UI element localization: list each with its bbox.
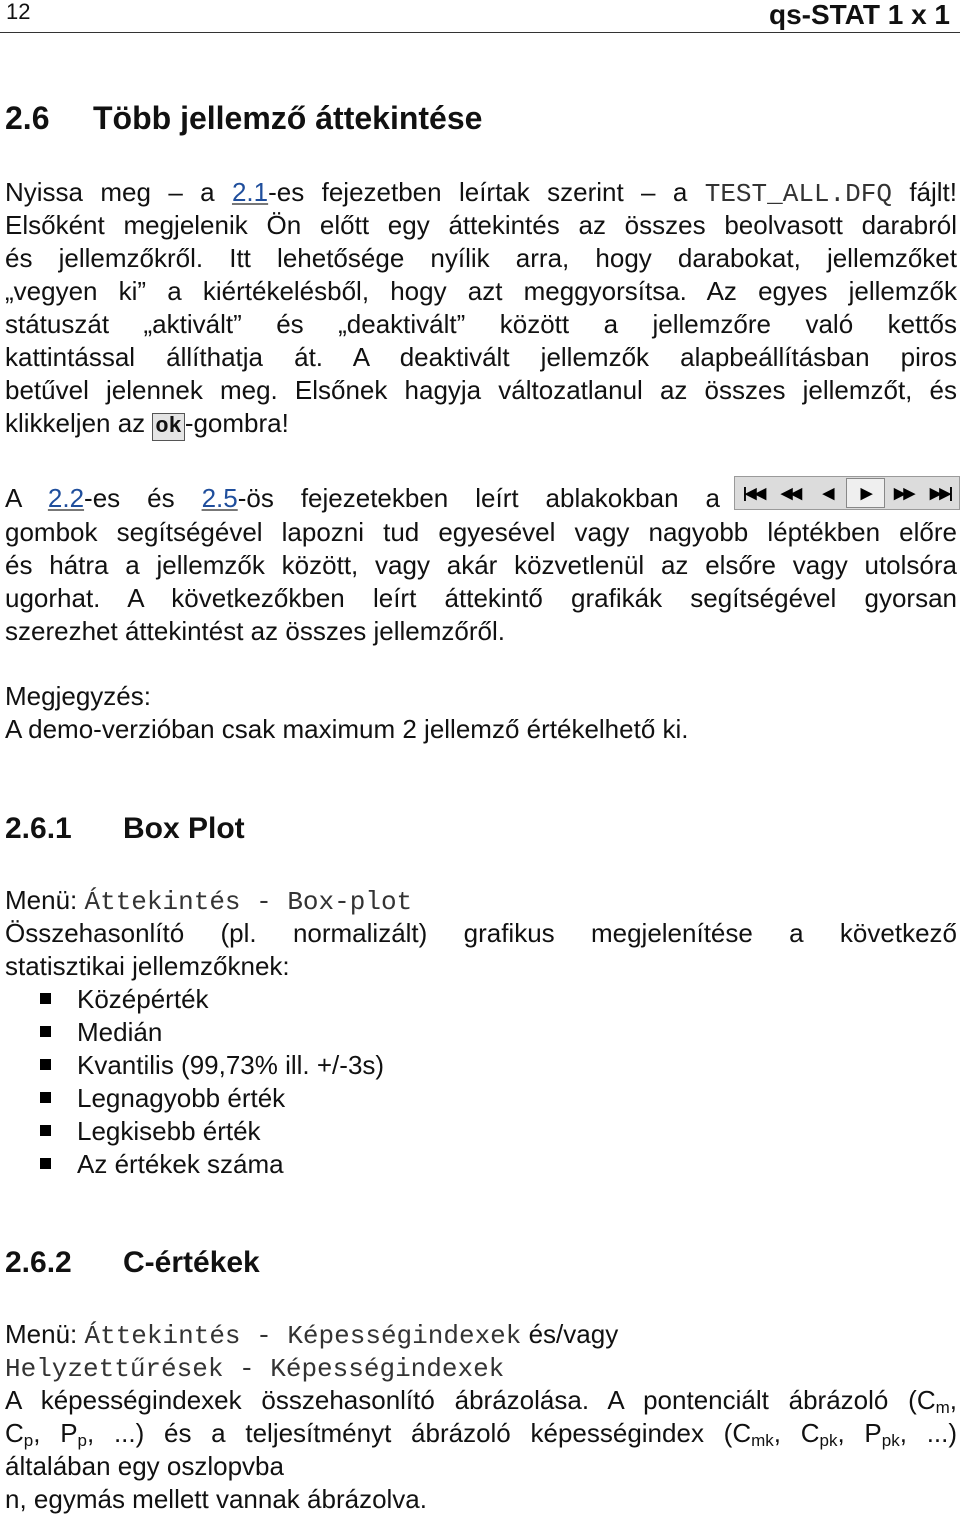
fast-forward-icon[interactable]: ▶▶ [893, 485, 914, 502]
section-heading-2-6 [5, 100, 482, 137]
paragraph-line: és jellemzőkről. Itt lehetősége nyílik arra, hogy darabokat, jellemzőket [5, 243, 957, 273]
fast-back-icon[interactable]: ◀◀ [780, 485, 801, 502]
subscript: p [23, 1431, 34, 1450]
paragraph-line: kattintással állíthatja át. A deaktivált jellemzők alapbeállításban piros [5, 342, 957, 372]
text: , [949, 1385, 957, 1415]
paragraph-line: „vegyen ki” a kiértékelésből, hogy azt meggyorsítsa. Az egyes jellemzők [5, 276, 957, 306]
page-header [0, 0, 960, 34]
section-title: C-értékek [123, 1246, 260, 1279]
menu-path-line [5, 1351, 957, 1386]
text: , P [837, 1418, 882, 1448]
menu-label: Menü: [5, 885, 85, 915]
list-item-text: Legnagyobb érték [77, 1083, 286, 1113]
file-name: TEST_ALL.DFQ [704, 179, 892, 209]
list-item-text: Kvantilis (99,73% ill. +/-3s) [77, 1050, 385, 1080]
paragraph-line: betűvel jelennek meg. Elsőnek hagyja változatlanul az összes jellemzőt, és [5, 375, 957, 405]
text: -gombra! [184, 408, 289, 438]
list-item-text: Legkisebb érték [77, 1116, 261, 1146]
section-heading-2-6-1 [5, 812, 245, 846]
text: , ...) [899, 1418, 958, 1448]
section-number: 2.6.1 [5, 812, 72, 845]
section-number: 2.6 [5, 100, 50, 136]
navigation-toolbar [734, 476, 960, 510]
bullet-square-icon [40, 1125, 51, 1136]
text: A [5, 483, 48, 513]
menu-path: Áttekintés - Box-plot [84, 887, 413, 917]
list-item-text: Középérték [77, 984, 209, 1014]
text: , P [33, 1418, 78, 1448]
paragraph-line: és hátra a jellemzők között, vagy akár közvetlenül az elsőre vagy utolsóra [5, 550, 957, 580]
list-item-text: Az értékek száma [77, 1149, 284, 1179]
text: klikkeljen az [5, 408, 153, 438]
bullet-square-icon [40, 1026, 51, 1037]
text: -es és [84, 483, 202, 513]
chapter-link-2-1[interactable]: 2.1 [231, 177, 269, 207]
bullet-square-icon [40, 1092, 51, 1103]
header-rule [0, 32, 960, 33]
previous-icon[interactable]: ◀ [822, 485, 833, 502]
text: Nyissa meg – a [5, 177, 232, 207]
next-icon[interactable]: ▶ [846, 478, 885, 508]
text: fájlt! [891, 177, 957, 207]
text: A képességindexek összehasonlító ábrázolása. A pontenciált ábrázoló (C [5, 1385, 936, 1415]
menu-path: Helyzettűrések - Képességindexek [5, 1354, 505, 1384]
paragraph-line: Elsőként megjelenik Ön előtt egy áttekintés az összes beolvasott darabról [5, 210, 957, 240]
paragraph-line: státuszát „aktivált” és „deaktivált” között a jellemzőre való kettős [5, 309, 957, 339]
bullet-square-icon [40, 993, 51, 1004]
paragraph-line: ugorhat. A következőkben leírt áttekintő grafikák segítségével gyorsan [5, 583, 957, 613]
section-heading-2-6-2 [5, 1246, 260, 1280]
page-number: 12 [6, 0, 31, 24]
subscript: p [77, 1431, 88, 1450]
ok-button[interactable]: ok [152, 413, 184, 441]
menu-path-line [5, 1318, 957, 1353]
paragraph-line: Összehasonlító (pl. normalizált) grafikus megjelenítése a következő [5, 918, 957, 948]
text: C [5, 1418, 24, 1448]
text: -es fejezetben leírtak szerint – a [268, 177, 705, 207]
chapter-link-2-5[interactable]: 2.5 [201, 483, 238, 513]
section-title: Több jellemző áttekintése [93, 100, 483, 136]
text: és/vagy [521, 1319, 619, 1349]
text: -ös fejezetekben leírt ablakokban a [237, 483, 720, 513]
text: , C [773, 1418, 820, 1448]
paragraph-line [5, 407, 957, 441]
bullet-square-icon [40, 1059, 51, 1070]
menu-path: Áttekintés - Képességindexek [84, 1321, 522, 1351]
note-label: Megjegyzés: [5, 681, 151, 711]
subscript: pk [881, 1431, 900, 1450]
subscript: m [935, 1398, 950, 1417]
section-number: 2.6.2 [5, 1246, 72, 1279]
last-record-icon[interactable]: ▶▶| [929, 485, 952, 502]
paragraph-line: gombok segítségével lapozni tud egyesével vagy nagyobb léptékben előre [5, 517, 957, 547]
menu-path-line [5, 884, 957, 919]
paragraph-line: statisztikai jellemzőknek: [5, 951, 290, 981]
section-title: Box Plot [123, 812, 245, 845]
subscript: mk [751, 1431, 774, 1450]
bullet-square-icon [40, 1158, 51, 1169]
paragraph-line: szerezhet áttekintést az összes jellemzőről. [5, 616, 505, 646]
paragraph-line [5, 176, 957, 211]
subscript: pk [819, 1431, 838, 1450]
paragraph-line: n, egymás mellett vannak ábrázolva. [5, 1484, 427, 1514]
text: , ...) és a teljesítményt ábrázoló képességindex (C [87, 1418, 752, 1448]
first-record-icon[interactable]: |◀◀ [742, 485, 765, 502]
note-text: A demo-verzióban csak maximum 2 jellemző értékelhető ki. [5, 714, 689, 744]
list-item-text: Medián [77, 1017, 163, 1047]
menu-label: Menü: [5, 1319, 85, 1349]
paragraph-line: általában egy oszlopvba [5, 1451, 284, 1481]
chapter-link-2-2[interactable]: 2.2 [47, 483, 85, 513]
paragraph-line [5, 482, 720, 515]
header-title: qs-STAT 1 x 1 [768, 0, 950, 30]
